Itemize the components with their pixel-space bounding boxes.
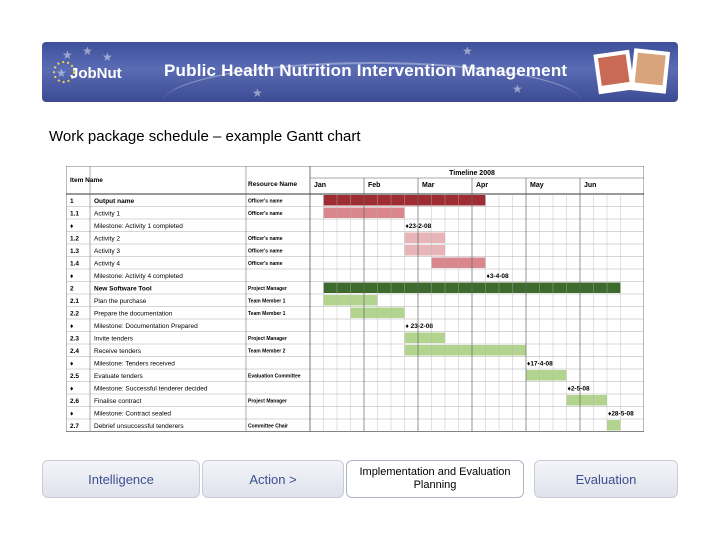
header-timeline: Timeline 2008 — [449, 170, 495, 177]
row-id: 2.5 — [70, 373, 80, 380]
row-name: Milestone: Activity 4 completed — [94, 273, 183, 280]
row-name: Milestone: Documentation Prepared — [94, 323, 198, 330]
header-banner — [42, 42, 678, 102]
bottom-navigation — [42, 460, 678, 498]
row-id: ♦ — [70, 223, 74, 230]
row-name: Activity 4 — [94, 260, 121, 268]
row-id: 1 — [70, 198, 74, 205]
star-icon: ★ — [62, 48, 73, 62]
star-icon: ★ — [462, 44, 473, 58]
row-resource: Committee Chair — [248, 423, 289, 430]
row-name: Activity 2 — [94, 235, 121, 243]
row-resource: Project Manager — [248, 336, 287, 342]
month-label-jun: Jun — [584, 182, 597, 189]
row-name: Invite tenders — [94, 335, 134, 343]
row-id: ♦ — [70, 323, 74, 330]
row-resource: Officer's name — [248, 261, 283, 267]
row-name: Milestone: Successful tenderer decided — [94, 385, 208, 393]
row-id: 1.3 — [70, 248, 80, 255]
row-id: 1.1 — [70, 210, 80, 218]
gantt-bar — [405, 333, 446, 344]
milestone-label: ♦17-4-08 — [527, 360, 553, 368]
milestone-label: ♦ 23-2-08 — [405, 323, 434, 330]
row-id: 2.6 — [70, 398, 80, 405]
row-resource: Officer's name — [248, 198, 283, 205]
tab-evaluation-label: Evaluation — [575, 471, 637, 487]
star-icon: ★ — [252, 86, 263, 100]
row-resource: Project Manager — [248, 286, 287, 292]
header-item-name: Item Name — [70, 177, 103, 184]
row-id: 2.4 — [70, 348, 80, 355]
page-heading: Work package schedule – example Gantt chart — [49, 128, 361, 145]
month-label-jan: Jan — [314, 182, 327, 189]
row-resource: Officer's name — [248, 211, 283, 217]
tab-evaluation[interactable] — [534, 460, 678, 498]
row-name: New Software Tool — [94, 285, 152, 293]
row-resource: Officer's name — [248, 248, 283, 255]
tab-implementation-evaluation-planning[interactable] — [346, 460, 524, 498]
tab-action-label: Action > — [249, 471, 297, 487]
row-id: ♦ — [70, 410, 74, 418]
row-name: Milestone: Tenders received — [94, 360, 175, 368]
photos-illustration — [592, 46, 672, 98]
star-icon: ★ — [56, 66, 67, 80]
row-id: 2.2 — [70, 310, 80, 318]
milestone-label: ♦28-5-08 — [608, 410, 634, 418]
row-name: Milestone: Contract sealed — [94, 410, 171, 418]
row-name: Prepare the documentation — [94, 310, 173, 318]
row-id: 2.7 — [70, 423, 80, 430]
row-name: Finalise contract — [94, 398, 142, 405]
gantt-chart — [66, 166, 644, 443]
gantt-bar — [405, 233, 446, 244]
gantt-bar — [405, 345, 527, 356]
month-label-feb: Feb — [368, 182, 381, 189]
month-label-apr: Apr — [476, 182, 489, 189]
row-name: Activity 1 — [94, 210, 121, 218]
row-name: Plan the purchase — [94, 298, 147, 305]
star-icon: ★ — [82, 44, 93, 58]
month-label-may: May — [530, 182, 544, 189]
star-icon: ★ — [512, 82, 523, 96]
row-resource: Project Manager — [248, 398, 287, 405]
row-name: Evaluate tenders — [94, 373, 143, 380]
tab-action[interactable] — [202, 460, 344, 498]
row-id: 2.3 — [70, 335, 80, 343]
gantt-svg — [66, 166, 644, 438]
header-resource-name: Resource Name — [248, 181, 298, 188]
row-name: Debrief unsuccessful tenderers — [94, 423, 184, 430]
row-id: 2 — [70, 285, 74, 293]
banner-title: Public Health Nutrition Intervention Management — [164, 61, 568, 80]
row-resource: Evaluation Committee — [248, 373, 301, 380]
row-resource: Team Member 1 — [248, 298, 286, 305]
gantt-bar — [405, 245, 446, 256]
row-name: Milestone: Activity 1 completed — [94, 223, 183, 230]
row-resource: Team Member 2 — [248, 348, 286, 355]
jobnut-logo — [52, 50, 144, 94]
row-resource: Officer's name — [248, 236, 283, 242]
row-id: 1.4 — [70, 260, 80, 268]
star-icon: ★ — [102, 50, 113, 64]
gantt-bar — [526, 370, 567, 381]
tab-implementation-label: Implementation and Evaluation Planning — [359, 466, 511, 491]
row-resource: Team Member 1 — [248, 311, 286, 317]
row-id: ♦ — [70, 273, 74, 280]
logo-text: JobNut — [70, 65, 122, 82]
month-label-mar: Mar — [422, 182, 435, 189]
milestone-label: ♦2-5-08 — [567, 385, 590, 393]
milestone-label: ♦23-2-08 — [405, 223, 432, 230]
row-id: 1.2 — [70, 235, 80, 243]
row-name: Receive tenders — [94, 348, 141, 355]
tab-intelligence[interactable] — [42, 460, 200, 498]
gantt-bar — [607, 420, 621, 431]
row-id: ♦ — [70, 385, 74, 393]
gantt-bar — [567, 395, 608, 406]
milestone-label: ♦3-4-08 — [486, 273, 509, 280]
row-name: Output name — [94, 198, 135, 205]
tab-intelligence-label: Intelligence — [88, 471, 154, 487]
row-name: Activity 3 — [94, 248, 121, 255]
row-id: 2.1 — [70, 298, 80, 305]
row-id: ♦ — [70, 360, 74, 368]
